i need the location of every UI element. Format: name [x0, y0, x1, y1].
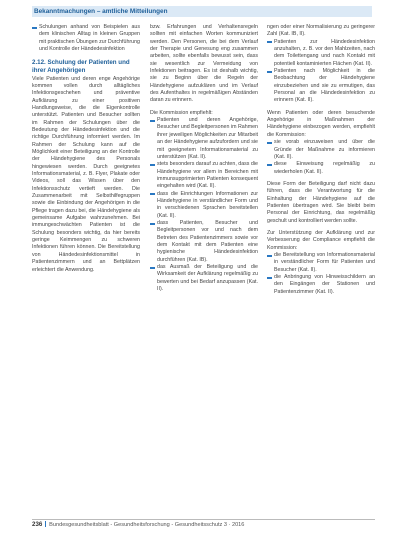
- bullet-icon: [267, 277, 272, 279]
- list-item: das Ausmaß der Beteiligung und die Wirksamkeit der Aufklärung regelmäßig zu bewerten und bei Bedarf anzupassen (Kat. II).: [150, 264, 258, 293]
- body-paragraph: Die Kommission empfiehlt:: [150, 109, 213, 116]
- section-header-label: Bekanntmachungen – amtliche Mitteilungen: [34, 8, 168, 15]
- list-item: diese Einweisung regelmäßig zu wiederholen (Kat. II).: [267, 161, 375, 176]
- list-item: Patienten nach Möglichkeit in die Beobachtung der Händehygiene einzubeziehen und sie zu ermutigen, das Personal an die Händedesinfektion zu erinnern (Kat. II).: [267, 68, 375, 105]
- list-item: Schulungen anhand von Beispielen aus dem klinischen Alltag in kleinen Gruppen mit praktischen Übungen zur Durchführung und Kontrolle der Händedesinfektion: [32, 24, 140, 53]
- list-item: Patienten zur Händedesinfektion anzuhalten, z. B. vor den Mahlzeiten, nach dem Toilettengang und nach Kontakt mit potentiell kontaminierten Flächen (Kat. II).: [267, 39, 375, 68]
- bullet-icon: [267, 164, 272, 166]
- body-paragraph: Wenn Patienten oder deren besuchende Angehörige in Maßnahmen der Händehygiene einbezogen werden, empfiehlt die Kommission:: [267, 109, 375, 138]
- body-paragraph: ngen oder einer Normalisierung zu geringerer Zahl (Kat. IB, II).: [267, 24, 375, 38]
- body-paragraph: Viele Patienten und deren enge Angehörige kommen vollen durch alltägliches Infektionsgeschehen und präventive Aufklärung zu einer positiven Handlungsweise, die die Eigenkontrolle unterstützt. Patienten und Besucher sollten im Rahmen der Schulungen über die Bedeutung der Händedesinfektion und die richtige Durchführung informiert werden. Im Rahmen der Schulung kann auf die Möglichkeit einer Beteiligung an der Kontrolle der Händehygiene des Personals hingewiesen werden. Durch geeignetes Informationsmaterial, z. B. Flyer, Plakate oder Videos, soll das Wissen über den Infektionsschutz vertieft werden. Die Zusammenarbeit mit Selbsthilfegruppen sowie die Einbindung der Angehörigen in die Pflege tragen dazu bei, die Händehygiene als gemeinsame Aufgabe wahrzunehmen. Bei immungeschwächten Patienten ist die Schulung besonders wichtig, da hier bereits geringe Keimmengen zu schweren Infektionen führen können. Die Bereitstellung von Händedesinfektionsmittel in Patientenzimmern und an Bettplätzen erleichtert die Anwendung.: [32, 75, 140, 273]
- bullet-list-col1-intro: [32, 24, 140, 53]
- bullet-icon: [267, 142, 272, 144]
- text-column-1: [32, 24, 140, 274]
- bullet-icon: [150, 267, 155, 269]
- body-paragraph: Diese Form der Beteiligung darf nicht dazu führen, dass die Verantwortung für die Einhaltung der Händehygiene auf die Patienten übertragen wird. Sie bleibt beim Personal der Einrichtung, das regelmäßig geschult und kontrolliert werden sollte.: [267, 180, 375, 224]
- bullet-list-col2: [150, 117, 258, 293]
- footer-divider: [32, 519, 375, 520]
- page-number: 236: [32, 521, 43, 528]
- bullet-icon: [150, 223, 155, 225]
- list-item: die Bereitstellung von Informationsmaterial in verständlicher Form für Patienten und Besucher (Kat. II).: [267, 252, 375, 274]
- list-item: dass Patienten, Besucher und Begleitpersonen vor und nach dem Betreten des Patientenzimmers sowie vor dem Kontakt mit dem Patienten eine hygienische Händedesinfektion durchführen (Kat. IB).: [150, 220, 258, 264]
- bullet-icon: [267, 71, 272, 73]
- list-item: stets besonders darauf zu achten, dass die Händehygiene vor allem in Bereichen mit immunsupprimierten Patienten konsequent eingehalten wird (Kat. II).: [150, 161, 258, 190]
- body-paragraph: bzw. Erfahrungen und Verhaltensregeln sollten mit einfachen Worten kommuniziert werden. Den Personen, die bei dem Verlauf der Therapie und Genesung eng zusammen arbeiten, sollte ebenfalls bewusst sein, dass sie wesentlich zur Vermeidung von Infektionen beitragen. Es ist deshalb wichtig, sie zu Beginn über die Regeln der Händehygiene aufzuklären und im Verlauf des Aufenthaltes in regelmäßigen Abständen daran zu erinnern.: [150, 24, 258, 104]
- journal-citation: Bundesgesundheitsblatt - Gesundheitsforschung - Gesundheitsschutz 3 · 2016: [49, 522, 245, 528]
- list-item: die Anbringung von Hinweisschildern an den Eingängen der Stationen und Patientenzimmer (Kat. II).: [267, 274, 375, 296]
- bullet-icon: [150, 193, 155, 195]
- list-item: Patienten und deren Angehörige, Besucher und Begleitpersonen im Rahmen ihrer jeweiligen Möglichkeiten zur Mitarbeit an der Händehygiene aufzufordern und sie mit geeignetem Informationsmaterial zu unterstützen (Kat. II).: [150, 117, 258, 161]
- bullet-icon: [150, 120, 155, 122]
- text-column-3: [267, 24, 375, 296]
- footer-separator: [45, 521, 46, 527]
- text-column-2: [150, 24, 258, 293]
- section-title: 2.12. Schulung der Patienten und ihrer Angehörigen: [32, 59, 130, 74]
- page-footer: [32, 521, 244, 529]
- bullet-icon: [267, 41, 272, 43]
- body-paragraph: Zur Unterstützung der Aufklärung und zur Verbesserung der Compliance empfiehlt die Kommission:: [267, 229, 375, 251]
- bullet-list-col3-a: [267, 39, 375, 105]
- bullet-icon: [32, 27, 37, 29]
- bullet-list-col3-c: [267, 252, 375, 296]
- bullet-list-col3-b: [267, 139, 375, 176]
- bullet-icon: [150, 164, 155, 166]
- list-item: dass die Einrichtungen Informationen zur Händehygiene in verständlicher Form und in verschiedenen Sprachen bereitstellen (Kat. II).: [150, 191, 258, 220]
- bullet-icon: [267, 255, 272, 257]
- list-item: sie vorab einzuweisen und über die Gründe der Maßnahme zu informieren (Kat. II).: [267, 139, 375, 161]
